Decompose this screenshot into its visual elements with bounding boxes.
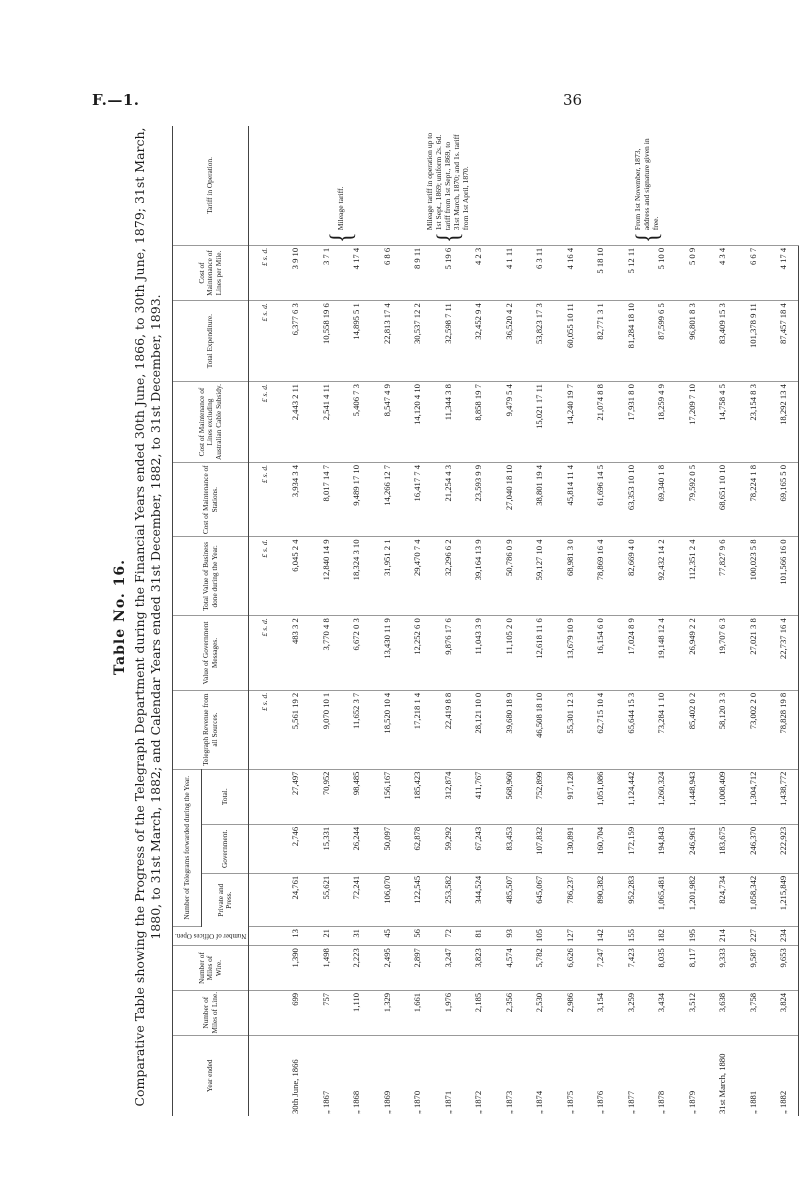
cell-lines: 8,858 19 7 xyxy=(463,382,494,463)
cell-line: 2,986 xyxy=(554,990,585,1035)
cell-year: „ 1869 xyxy=(381,1090,392,1114)
table-row xyxy=(768,126,799,1116)
cell-year: „ 1872 xyxy=(473,1090,484,1114)
cell-year: „ 1871 xyxy=(442,1090,453,1114)
col-tariff: Tariff in Operation. xyxy=(173,126,249,245)
cell-govmsg: 9,876 17 6 xyxy=(432,616,463,691)
col-offices-label: Number of Offices Open. xyxy=(175,932,247,941)
cell-tot: 27,497 xyxy=(280,769,311,824)
cell-wire: 2,223 xyxy=(341,946,372,991)
col-gov-messages: Value of Government Messages. xyxy=(173,616,249,691)
cell-tot: 752,899 xyxy=(524,769,555,824)
cell-bus: 59,127 10 4 xyxy=(524,537,555,616)
telegraph-progress-table xyxy=(172,126,799,1116)
cell-off: 56 xyxy=(402,927,433,946)
unit-lines: £ s. d. xyxy=(249,382,280,463)
col-telegrams-group: Number of Telegrams forwarded during the Year. xyxy=(173,769,202,927)
cell-stat: 16,417 7 4 xyxy=(402,462,433,537)
cell-tot: 185,423 xyxy=(402,769,433,824)
cell-stat: 79,592 0 5 xyxy=(676,462,707,537)
cell-line: 3,154 xyxy=(585,990,616,1035)
brace-glyph: { xyxy=(430,232,466,243)
cell-off: 234 xyxy=(768,927,799,946)
cell-gov: 67,243 xyxy=(463,824,494,873)
cell-gov: 62,878 xyxy=(402,824,433,873)
cell-bus: 32,296 6 2 xyxy=(432,537,463,616)
cell-priv: 786,237 xyxy=(554,873,585,926)
cell-stat: 78,224 1 8 xyxy=(737,462,768,537)
cell-gov: 172,159 xyxy=(615,824,646,873)
col-lines: Cost of Maintenance of Lines excluding Australian Cable Subsidy. xyxy=(173,382,249,463)
tariff-note-november-text: From 1st November, 1873, address and signature given in free. xyxy=(632,138,660,231)
cell-govmsg: 12,252 6 0 xyxy=(402,616,433,691)
cell-govmsg: 16,154 6 0 xyxy=(585,616,616,691)
cell-tot: 411,767 xyxy=(463,769,494,824)
col-total: Total. xyxy=(202,769,249,824)
col-miles-line: Number of Miles of Line. xyxy=(173,990,249,1035)
cell-wire: 6,626 xyxy=(554,946,585,991)
cell-off: 182 xyxy=(646,927,677,946)
cell-stat: 69,165 5 0 xyxy=(768,462,799,537)
cell-off: 214 xyxy=(707,927,738,946)
cell-year: „ 1882 xyxy=(768,1035,799,1116)
rotated-table-block xyxy=(112,116,789,1118)
cell-gov: 130,891 xyxy=(554,824,585,873)
col-government: Government. xyxy=(202,824,249,873)
cell-exp: 87,599 6 5 xyxy=(646,301,677,382)
col-miles-wire: Number of Miles of Wire. xyxy=(173,946,249,991)
tariff-note-mileage-text: Mileage tariff. xyxy=(336,186,346,231)
cell-year: „ 1867 xyxy=(320,1090,331,1114)
cell-lines: 23,154 8 3 xyxy=(737,382,768,463)
brace-glyph: { xyxy=(628,232,664,243)
cell-gov: 183,675 xyxy=(707,824,738,873)
cell-gov: 26,244 xyxy=(341,824,372,873)
units-row xyxy=(249,126,280,1116)
cell-rev: 17,218 1 4 xyxy=(402,690,433,769)
cell-exp: 10,558 19 6 xyxy=(310,301,341,382)
col-per-mile: Cost of Maintenance of Lines per Mile. xyxy=(173,245,249,300)
cell-pm: 4 17 4 xyxy=(341,245,372,300)
cell-govmsg: 17,024 8 9 xyxy=(615,616,646,691)
caption-line-2: 1880, to 31st March, 1882; and Calendar Years ended 31st December, 1882, to 31st December, 1893. xyxy=(148,294,163,940)
cell-govmsg: 12,618 11 6 xyxy=(524,616,555,691)
cell-bus: 82,669 4 0 xyxy=(615,537,646,616)
cell-stat: 61,696 14 5 xyxy=(585,462,616,537)
cell-wire: 9,653 xyxy=(768,946,799,991)
cell-off: 21 xyxy=(310,927,341,946)
cell-exp: 53,823 17 3 xyxy=(524,301,555,382)
tariff-note-november xyxy=(493,126,799,245)
cell-year: „ 1874 xyxy=(534,1090,545,1114)
cell-off: 81 xyxy=(463,927,494,946)
cell-off: 72 xyxy=(432,927,463,946)
cell-line: 699 xyxy=(280,990,311,1035)
cell-govmsg: 22,737 16 4 xyxy=(768,616,799,691)
cell-line: 1,661 xyxy=(402,990,433,1035)
table-row xyxy=(280,126,311,1116)
cell-lines: 18,292 13 4 xyxy=(768,382,799,463)
cell-bus: 68,981 3 0 xyxy=(554,537,585,616)
caption-line-1: Comparative Table showing the Progress of the Telegraph Department during the Financial Years ended 30th June, 1866, to 30th June, 1879; 31st March, xyxy=(132,127,147,1107)
table-row xyxy=(341,126,372,1116)
cell-bus: 31,951 2 1 xyxy=(371,537,402,616)
cell-rev: 18,520 10 4 xyxy=(371,690,402,769)
cell-off: 45 xyxy=(371,927,402,946)
cell-lines: 17,931 8 0 xyxy=(615,382,646,463)
cell-year: „ 1881 xyxy=(747,1090,758,1114)
cell-govmsg: 26,949 2 2 xyxy=(676,616,707,691)
cell-lines: 2,541 4 11 xyxy=(310,382,341,463)
cell-pm: 4 2 3 xyxy=(463,245,494,300)
cell-tot: 1,260,324 xyxy=(646,769,677,824)
cell-line: 2,530 xyxy=(524,990,555,1035)
cell-bus: 39,164 13 9 xyxy=(463,537,494,616)
cell-year: „ 1875 xyxy=(564,1090,575,1114)
cell-wire: 7,423 xyxy=(615,946,646,991)
cell-year: 30th June, 1866 xyxy=(290,1059,301,1114)
cell-gov: 2,746 xyxy=(280,824,311,873)
cell-wire: 4,574 xyxy=(493,946,524,991)
cell-stat: 68,651 10 10 xyxy=(707,462,738,537)
cell-stat: 23,593 9 9 xyxy=(463,462,494,537)
cell-tot: 1,124,442 xyxy=(615,769,646,824)
cell-lines: 18,259 4 9 xyxy=(646,382,677,463)
unit-stations: £ s. d. xyxy=(249,462,280,537)
cell-line: 2,356 xyxy=(493,990,524,1035)
cell-line: 3,824 xyxy=(768,990,799,1035)
cell-pm: 5 18 10 xyxy=(585,245,616,300)
cell-pm: 8 9 11 xyxy=(402,245,433,300)
cell-govmsg: 11,105 2 0 xyxy=(493,616,524,691)
cell-line: 3,758 xyxy=(737,990,768,1035)
cell-priv: 1,065,481 xyxy=(646,873,677,926)
cell-priv: 1,201,982 xyxy=(676,873,707,926)
cell-tot: 70,952 xyxy=(310,769,341,824)
cell-pm: 5 0 9 xyxy=(676,245,707,300)
cell-pm: 5 10 0 xyxy=(646,245,677,300)
cell-line: 3,638 xyxy=(707,990,738,1035)
cell-pm: 5 19 6 xyxy=(432,245,463,300)
cell-year: „ 1879 xyxy=(686,1090,697,1114)
cell-stat: 27,040 18 10 xyxy=(493,462,524,537)
cell-wire: 1,498 xyxy=(310,946,341,991)
cell-stat: 69,340 1 8 xyxy=(646,462,677,537)
cell-rev: 58,120 3 3 xyxy=(707,690,738,769)
tariff-note-uniform-text: Mileage tariff in operation up to 1st Sept., 1869; uniform 2s. 6d. tariff from 1st Sept., 1869, to 31st March, 1870; and 1s. tariff from 1st April, 1870. xyxy=(425,132,471,231)
cell-priv: 645,067 xyxy=(524,873,555,926)
cell-off: 227 xyxy=(737,927,768,946)
unit-expenditure: £ s. d. xyxy=(249,301,280,382)
table-row xyxy=(707,126,738,1116)
cell-lines: 14,758 4 5 xyxy=(707,382,738,463)
cell-priv: 72,241 xyxy=(341,873,372,926)
cell-year: „ 1878 xyxy=(656,1090,667,1114)
cell-wire: 7,247 xyxy=(585,946,616,991)
cell-pm: 3 7 1 xyxy=(310,245,341,300)
cell-bus: 112,351 2 4 xyxy=(676,537,707,616)
cell-exp: 6,377 6 3 xyxy=(280,301,311,382)
cell-rev: 5,561 19 2 xyxy=(280,690,311,769)
col-year-ended: Year ended xyxy=(173,1035,249,1116)
table-row xyxy=(371,126,402,1116)
cell-line: 3,434 xyxy=(646,990,677,1035)
cell-rev: 9,070 10 1 xyxy=(310,690,341,769)
cell-gov: 15,331 xyxy=(310,824,341,873)
cell-rev: 73,002 2 0 xyxy=(737,690,768,769)
table-row xyxy=(524,126,555,1116)
cell-wire: 5,782 xyxy=(524,946,555,991)
cell-rev: 73,284 1 10 xyxy=(646,690,677,769)
unit-business: £ s. d. xyxy=(249,537,280,616)
cell-lines: 9,479 5 4 xyxy=(493,382,524,463)
cell-exp: 87,457 18 4 xyxy=(768,301,799,382)
cell-off: 142 xyxy=(585,927,616,946)
unit-gov-messages: £ s. d. xyxy=(249,616,280,691)
cell-bus: 100,023 5 8 xyxy=(737,537,768,616)
table-caption xyxy=(132,116,164,1118)
cell-stat: 9,489 17 10 xyxy=(341,462,372,537)
cell-rev: 85,402 0 2 xyxy=(676,690,707,769)
cell-off: 195 xyxy=(676,927,707,946)
cell-off: 127 xyxy=(554,927,585,946)
cell-tot: 312,874 xyxy=(432,769,463,824)
cell-priv: 1,058,342 xyxy=(737,873,768,926)
cell-tot: 917,128 xyxy=(554,769,585,824)
unit-revenue: £ s. d. xyxy=(249,690,280,769)
table-row xyxy=(737,126,768,1116)
cell-bus: 92,432 14 2 xyxy=(646,537,677,616)
col-business: Total Value of Business done during the Year. xyxy=(173,537,249,616)
table-row xyxy=(615,126,646,1116)
cell-govmsg: 13,679 10 9 xyxy=(554,616,585,691)
cell-bus: 50,786 0 9 xyxy=(493,537,524,616)
cell-priv: 55,621 xyxy=(310,873,341,926)
cell-wire: 3,247 xyxy=(432,946,463,991)
cell-wire: 8,035 xyxy=(646,946,677,991)
cell-lines: 14,240 19 7 xyxy=(554,382,585,463)
cell-govmsg: 483 3 2 xyxy=(280,616,311,691)
col-offices xyxy=(173,927,249,946)
table-row xyxy=(676,126,707,1116)
cell-stat: 14,266 12 7 xyxy=(371,462,402,537)
cell-line: 3,512 xyxy=(676,990,707,1035)
table-row xyxy=(585,126,616,1116)
cell-tot: 1,438,772 xyxy=(768,769,799,824)
cell-tot: 98,485 xyxy=(341,769,372,824)
cell-rev: 55,301 12 3 xyxy=(554,690,585,769)
col-private: Private and Press. xyxy=(202,873,249,926)
cell-exp: 32,452 9 4 xyxy=(463,301,494,382)
cell-priv: 890,382 xyxy=(585,873,616,926)
cell-rev: 11,652 3 7 xyxy=(341,690,372,769)
cell-priv: 485,507 xyxy=(493,873,524,926)
cell-gov: 50,097 xyxy=(371,824,402,873)
cell-line: 757 xyxy=(310,990,341,1035)
cell-pm: 6 3 11 xyxy=(524,245,555,300)
cell-rev: 39,680 18 9 xyxy=(493,690,524,769)
cell-exp: 81,284 18 10 xyxy=(615,301,646,382)
col-expenditure: Total Expenditure. xyxy=(173,301,249,382)
cell-pm: 5 12 11 xyxy=(615,245,646,300)
cell-stat: 45,814 11 4 xyxy=(554,462,585,537)
cell-rev: 46,508 18 10 xyxy=(524,690,555,769)
cell-stat: 38,801 19 4 xyxy=(524,462,555,537)
cell-rev: 65,644 15 3 xyxy=(615,690,646,769)
cell-lines: 14,120 4 10 xyxy=(402,382,433,463)
cell-gov: 107,832 xyxy=(524,824,555,873)
cell-pm: 4 1 11 xyxy=(493,245,524,300)
cell-govmsg: 19,707 6 3 xyxy=(707,616,738,691)
cell-exp: 83,409 15 3 xyxy=(707,301,738,382)
table-row xyxy=(432,126,463,1116)
cell-priv: 344,524 xyxy=(463,873,494,926)
page-section-code: F.—1. xyxy=(92,91,140,109)
cell-off: 31 xyxy=(341,927,372,946)
cell-gov: 246,370 xyxy=(737,824,768,873)
cell-bus: 6,045 2 4 xyxy=(280,537,311,616)
cell-tot: 1,448,943 xyxy=(676,769,707,824)
cell-wire: 2,897 xyxy=(402,946,433,991)
cell-off: 105 xyxy=(524,927,555,946)
cell-gov: 194,843 xyxy=(646,824,677,873)
cell-year: 31st March, 1880 xyxy=(717,1053,728,1114)
cell-tot: 156,167 xyxy=(371,769,402,824)
cell-exp: 14,895 5 1 xyxy=(341,301,372,382)
cell-govmsg: 11,043 3 9 xyxy=(463,616,494,691)
cell-bus: 18,324 3 10 xyxy=(341,537,372,616)
cell-off: 13 xyxy=(280,927,311,946)
cell-line: 2,185 xyxy=(463,990,494,1035)
cell-exp: 60,055 10 11 xyxy=(554,301,585,382)
col-stations: Cost of Maintenance of Stations. xyxy=(173,462,249,537)
cell-lines: 21,074 8 8 xyxy=(585,382,616,463)
cell-exp: 82,771 3 1 xyxy=(585,301,616,382)
cell-year: „ 1873 xyxy=(503,1090,514,1114)
cell-lines: 17,209 7 10 xyxy=(676,382,707,463)
cell-govmsg: 13,430 11 9 xyxy=(371,616,402,691)
cell-wire: 2,495 xyxy=(371,946,402,991)
cell-stat: 63,353 10 10 xyxy=(615,462,646,537)
table-row xyxy=(493,126,524,1116)
cell-govmsg: 19,148 12 4 xyxy=(646,616,677,691)
cell-tot: 1,008,409 xyxy=(707,769,738,824)
cell-year: „ 1868 xyxy=(351,1090,362,1114)
cell-govmsg: 6,672 0 3 xyxy=(341,616,372,691)
cell-gov: 59,292 xyxy=(432,824,463,873)
cell-rev: 28,121 10 0 xyxy=(463,690,494,769)
page-number: 36 xyxy=(563,91,583,109)
cell-exp: 22,813 17 4 xyxy=(371,301,402,382)
table-row xyxy=(463,126,494,1116)
cell-wire: 1,390 xyxy=(280,946,311,991)
cell-exp: 101,378 9 11 xyxy=(737,301,768,382)
cell-bus: 78,869 16 4 xyxy=(585,537,616,616)
cell-bus: 77,827 9 6 xyxy=(707,537,738,616)
cell-exp: 30,537 12 2 xyxy=(402,301,433,382)
cell-exp: 96,801 8 3 xyxy=(676,301,707,382)
cell-pm: 4 3 4 xyxy=(707,245,738,300)
cell-pm: 4 16 4 xyxy=(554,245,585,300)
cell-off: 93 xyxy=(493,927,524,946)
cell-priv: 106,070 xyxy=(371,873,402,926)
cell-stat: 21,254 4 3 xyxy=(432,462,463,537)
cell-wire: 9,333 xyxy=(707,946,738,991)
cell-bus: 29,470 7 4 xyxy=(402,537,433,616)
cell-wire: 3,823 xyxy=(463,946,494,991)
cell-gov: 246,961 xyxy=(676,824,707,873)
cell-priv: 122,545 xyxy=(402,873,433,926)
cell-line: 1,976 xyxy=(432,990,463,1035)
cell-pm: 6 8 6 xyxy=(371,245,402,300)
cell-off: 155 xyxy=(615,927,646,946)
cell-exp: 32,598 7 11 xyxy=(432,301,463,382)
cell-wire: 9,587 xyxy=(737,946,768,991)
cell-priv: 952,283 xyxy=(615,873,646,926)
cell-lines: 15,021 17 11 xyxy=(524,382,555,463)
cell-lines: 8,547 4 9 xyxy=(371,382,402,463)
tariff-note-mileage xyxy=(280,126,402,245)
cell-priv: 253,582 xyxy=(432,873,463,926)
cell-tot: 568,960 xyxy=(493,769,524,824)
cell-pm: 4 17 4 xyxy=(768,245,799,300)
table-row xyxy=(554,126,585,1116)
cell-year: „ 1870 xyxy=(412,1090,423,1114)
cell-priv: 24,761 xyxy=(280,873,311,926)
cell-line: 1,110 xyxy=(341,990,372,1035)
cell-year: „ 1877 xyxy=(625,1090,636,1114)
cell-rev: 78,828 19 8 xyxy=(768,690,799,769)
cell-pm: 3 9 10 xyxy=(280,245,311,300)
table-body xyxy=(249,126,799,1116)
cell-stat: 3,934 3 4 xyxy=(280,462,311,537)
cell-priv: 824,734 xyxy=(707,873,738,926)
cell-bus: 101,566 16 0 xyxy=(768,537,799,616)
brace-glyph: { xyxy=(323,232,359,243)
cell-tot: 1,304,712 xyxy=(737,769,768,824)
table-row xyxy=(310,126,341,1116)
cell-gov: 160,704 xyxy=(585,824,616,873)
cell-year: „ 1876 xyxy=(595,1090,606,1114)
table-row xyxy=(402,126,433,1116)
cell-lines: 5,406 7 3 xyxy=(341,382,372,463)
cell-lines: 11,344 3 8 xyxy=(432,382,463,463)
unit-per-mile: £ s. d. xyxy=(249,245,280,300)
cell-lines: 2,443 2 11 xyxy=(280,382,311,463)
table-title: Table No. 16. xyxy=(112,558,128,676)
cell-bus: 12,840 14 9 xyxy=(310,537,341,616)
cell-exp: 36,520 4 2 xyxy=(493,301,524,382)
header-row-1 xyxy=(173,126,202,1116)
cell-rev: 22,419 8 8 xyxy=(432,690,463,769)
col-revenue: Telegraph Revenue from all Sources. xyxy=(173,690,249,769)
cell-line: 3,259 xyxy=(615,990,646,1035)
cell-pm: 6 6 7 xyxy=(737,245,768,300)
tariff-note-uniform xyxy=(402,126,494,245)
cell-gov: 83,453 xyxy=(493,824,524,873)
cell-priv: 1,215,849 xyxy=(768,873,799,926)
cell-tot: 1,051,086 xyxy=(585,769,616,824)
cell-govmsg: 3,770 4 8 xyxy=(310,616,341,691)
cell-rev: 62,715 10 4 xyxy=(585,690,616,769)
cell-govmsg: 27,021 3 8 xyxy=(737,616,768,691)
cell-line: 1,329 xyxy=(371,990,402,1035)
cell-wire: 8,117 xyxy=(676,946,707,991)
cell-stat: 8,017 14 7 xyxy=(310,462,341,537)
cell-gov: 222,923 xyxy=(768,824,799,873)
table-row xyxy=(646,126,677,1116)
